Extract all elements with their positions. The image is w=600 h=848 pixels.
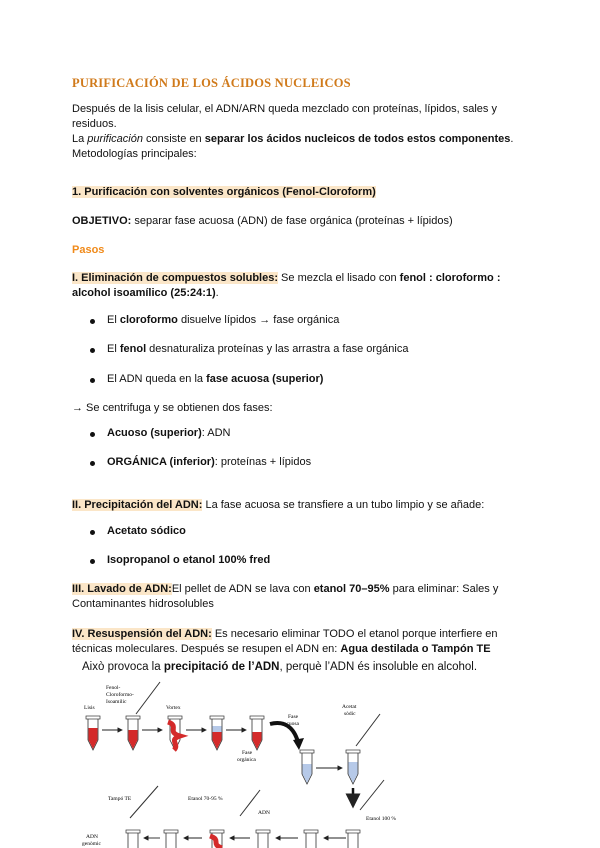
bullet-dot: [90, 559, 95, 564]
bullet-dot: [90, 319, 95, 324]
purification-diagram: [80, 680, 420, 848]
tube-organic-phase: [250, 716, 264, 750]
step-2: II. Precipitación del ADN: La fase acuosa se transfiere a un tubo limpio y se añade:: [72, 499, 485, 511]
bullet-organica: ORGÁNICA (inferior): proteínas + lípidos: [107, 456, 312, 468]
label-fase-organica-2: orgánica: [237, 757, 256, 763]
bullet-adn-fase: El ADN queda en la fase acuosa (superior): [107, 373, 324, 385]
tube-row2-5: [304, 830, 318, 848]
intro-line-2: residuos.: [72, 118, 117, 130]
tube-row2-6: [346, 830, 360, 848]
label-tampo: Tampó TE: [108, 796, 132, 802]
tube-row2-3: [210, 830, 224, 848]
bullet-acuoso: Acuoso (superior): ADN: [107, 427, 231, 439]
label-etanol-100: Etanol 100 %: [366, 816, 396, 822]
label-adn-genomic-2: genòmic: [82, 841, 101, 847]
step-1-line-1: I. Eliminación de compuestos solubles: Se mezcla el lisado con fenol : cloroformo :: [72, 272, 501, 284]
step-4-line-1: IV. Resuspensión del ADN: Es necesario eliminar TODO el etanol porque interfiere en: [72, 628, 498, 640]
bullet-dot: [90, 378, 95, 383]
intro-line-1: Después de la lisis celular, el ADN/ARN queda mezclado con proteínas, lípidos, sales y: [72, 103, 497, 115]
pipette: [360, 780, 384, 810]
objective: OBJETIVO: separar fase acuosa (ADN) de fase orgánica (proteínas + lípidos): [72, 215, 453, 227]
tube-row2-4: [256, 830, 270, 848]
tube-fenol: [126, 716, 140, 750]
pipette: [356, 714, 380, 746]
tube-acetate: [346, 750, 360, 784]
page-title: PURIFICACIÓN DE LOS ÁCIDOS NUCLEICOS: [72, 76, 351, 90]
catalan-line: Això provoca la precipitació de l’ADN, perquè l’ADN és insoluble en alcohol.: [82, 661, 478, 673]
bullet-fenol: El fenol desnaturaliza proteínas y las arrastra a fase orgánica: [107, 343, 409, 355]
step-3-line-1: III. Lavado de ADN:El pellet de ADN se lava con etanol 70–95% para eliminar: Sales y: [72, 583, 499, 595]
label-fase-acuosa-2: acuosa: [284, 721, 299, 727]
pasos-heading: Pasos: [72, 244, 105, 256]
label-vortex: Vortex: [166, 705, 181, 711]
intro-line-3: La purificación consiste en separar los ácidos nucleicos de todos estos componentes.: [72, 133, 514, 145]
tube-row2-2: [164, 830, 178, 848]
label-adn-genomic-1: ADN: [86, 834, 98, 840]
pipette: [136, 682, 160, 714]
label-etanol-70-95: Etanol 70-95 %: [188, 796, 223, 802]
tube-lisis: [86, 716, 100, 750]
label-fase-acuosa-1: Fase: [288, 714, 299, 720]
step-3-line-2: Contaminantes hidrosolubles: [72, 598, 214, 610]
bullet-dot: [90, 530, 95, 535]
pipette: [240, 790, 260, 816]
step-4-line-2: técnicas moleculares. Después se resupen el ADN en: Agua destilada o Tampón TE: [72, 643, 491, 655]
centrifuge-text: → Se centrifuga y se obtienen dos fases:: [72, 402, 273, 414]
tube-aqueous: [300, 750, 314, 784]
pipette: [130, 786, 158, 818]
label-fenol-2: Cloroformo-: [106, 692, 134, 698]
tube-centrifuged: [210, 716, 224, 750]
bullet-dot: [90, 432, 95, 437]
tube-row2-1: [126, 830, 140, 848]
label-adn: ADN: [258, 810, 270, 816]
bullet-acetato: Acetato sódico: [107, 525, 186, 537]
label-acetat-1: Acetat: [342, 704, 357, 710]
label-fase-organica-1: Fase: [242, 750, 253, 756]
step-1-line-2: alcohol isoamílico (25:24:1).: [72, 287, 219, 299]
bullet-isopropanol: Isopropanol o etanol 100% fred: [107, 554, 271, 566]
bullet-dot: [90, 348, 95, 353]
label-lisis: Lisis: [84, 705, 95, 711]
tube-vortex: [168, 716, 182, 750]
section-heading-1: 1. Purificación con solventes orgánicos (Fenol-Cloroform): [72, 186, 376, 198]
intro-line-4: Metodologías principales:: [72, 148, 197, 160]
label-acetat-2: sòdic: [344, 711, 356, 717]
bullet-dot: [90, 461, 95, 466]
label-fenol-1: Fenol-: [106, 685, 121, 691]
label-fenol-3: Isoamilic: [106, 699, 127, 705]
bullet-cloroformo: El cloroformo disuelve lípidos → fase orgánica: [107, 314, 340, 326]
